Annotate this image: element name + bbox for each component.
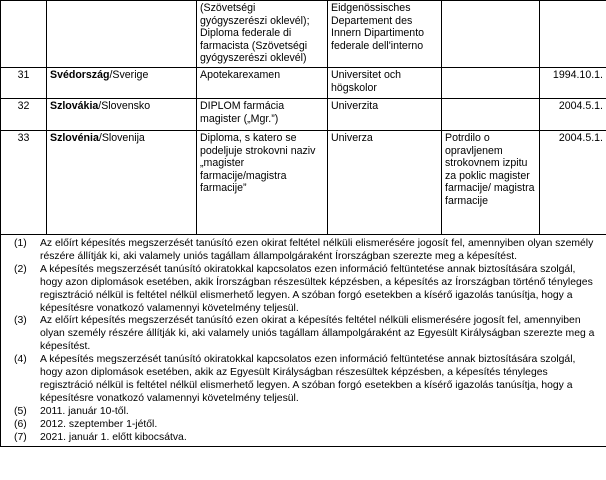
footnote [4, 264, 600, 316]
footnote-number: (7) [14, 431, 27, 443]
footnote-number: (6) [14, 418, 27, 430]
country-name-local: /Sverige [109, 68, 149, 81]
footnote-text: Az előírt képesítés megszerzését tanúsító ezen okirat a képesítés feltétel nélküli elismerésére jogosít fel, amennyiben olyan személy részére állítják ki, aki valamely uniós tagállam állampolgáraként az Egyesült Királyságban szerezte meg a képesítést. [40, 315, 595, 353]
awarding-body-cell: Universitet och högskolor [328, 67, 442, 98]
certificate-cell: Potrdilo o opravljenem strokovnem izpitu za poklic magister farmacije/ magistra farmacije [442, 130, 540, 234]
footnote-number: (4) [14, 354, 27, 366]
certificate-cell [442, 1, 540, 68]
awarding-body-cell: Eidgenössisches Departement des Innern Dipartimento federale dell'interno [328, 1, 442, 68]
footnote [4, 406, 600, 419]
footnote-text: A képesítés megszerzését tanúsító okiratokkal kapcsolatos ezen információ feltüntetése annak biztosítására szolgál, hogy azon diplomások esetében, akik Írországban részesültek képzésben, a képesítés az Írországban történő tényleges regisztráció nélkül is feltétel nélkül elismerhető legyen. A szóban forgó esetekben a kísérő igazolás tanúsítja, hogy a képesítésre vonatkozó valamennyi követelmény teljesül. [40, 263, 593, 314]
footnote-number: (3) [14, 315, 27, 327]
footnote-text: 2012. szeptember 1-jétől. [40, 418, 158, 430]
row-number: 33 [1, 130, 47, 234]
country-cell [47, 1, 197, 68]
country-name-hu: Szlovénia [50, 131, 99, 144]
footnote [4, 419, 600, 432]
qualification-cell: (Szövetségi gyógyszerészi oklevél); Diploma federale di farmacista (Szövetségi gyógyszerészi oklevél) [197, 1, 328, 68]
country-name-hu: Szlovákia [50, 99, 99, 112]
footnotes-row [1, 234, 606, 447]
reference-date-cell: 2004.5.1. [540, 130, 606, 234]
footnotes-cell [1, 234, 606, 447]
row-number: 32 [1, 98, 47, 130]
table-row [1, 130, 606, 234]
country-name-local: /Slovenija [98, 131, 145, 144]
footnote [4, 432, 600, 445]
table-row [1, 67, 606, 98]
awarding-body-cell: Univerza [328, 130, 442, 234]
qualification-cell: Diploma, s katero se podeljuje strokovni naziv „magister farmacije/magistra farmacije” [197, 130, 328, 234]
country-cell [47, 67, 197, 98]
footnote-number: (5) [14, 405, 27, 417]
reference-date-cell: 2004.5.1. [540, 98, 606, 130]
footnote-text: Az előírt képesítés megszerzését tanúsító ezen okirat feltétel nélküli elismerésére jogosít fel, amennyiben olyan személy részére állítják ki, aki valamely uniós tagállam állampolgáraként Írországban szerezte meg a képesítést. [40, 237, 594, 262]
footnote-text: 2011. január 10-től. [40, 405, 129, 417]
table-row [1, 1, 606, 68]
country-cell [47, 130, 197, 234]
table-row [1, 98, 606, 130]
reference-date-cell: 1994.10.1. [540, 67, 606, 98]
footnote-text: 2021. január 1. előtt kibocsátva. [40, 431, 187, 443]
row-number: 31 [1, 67, 47, 98]
footnote [4, 354, 600, 406]
reference-date-cell [540, 1, 606, 68]
country-cell [47, 98, 197, 130]
footnote-number: (1) [14, 237, 27, 249]
qualification-cell: DIPLOM farmácia magister („Mgr.”) [197, 98, 328, 130]
awarding-body-cell: Univerzita [328, 98, 442, 130]
footnote-number: (2) [14, 263, 27, 275]
row-number [1, 1, 47, 68]
qualification-cell: Apotekarexamen [197, 67, 328, 98]
footnote [4, 238, 600, 264]
certificate-cell [442, 67, 540, 98]
certificate-cell [442, 98, 540, 130]
country-name-hu: Svédország [50, 68, 110, 81]
country-name-local: /Slovensko [98, 99, 151, 112]
footnote-text: A képesítés megszerzését tanúsító okiratokkal kapcsolatos ezen információ feltüntetése annak biztosítására szolgál, hogy azon diplomások esetében, akik az Egyesült Királyságban részesültek képzésben, a képesítés tényleges regisztráció nélkül is feltétel nélkül elismerhető legyen. A szóban forgó esetekben a kísérő igazolás tanúsítja, hogy a képesítésre vonatkozó valamennyi követelmény teljesül. [40, 354, 576, 404]
footnote [4, 315, 600, 354]
